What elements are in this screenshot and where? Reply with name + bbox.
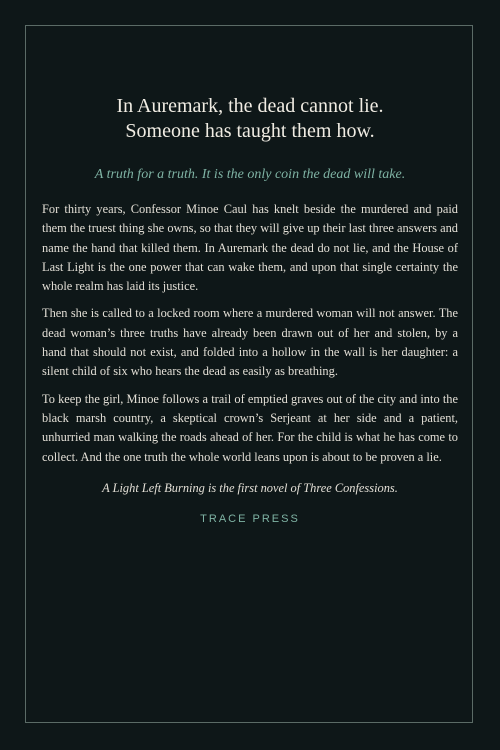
blurb-paragraph-3: To keep the girl, Minoe follows a trail of emptied graves out of the city and into the black marsh country, a skeptical crown’s Serjeant at her side and a patient, unhurried man walking the roads ahead of her. For the child is what he has come to collect. And the one truth the whole world leans upon is about to be proven a lie. bbox=[42, 391, 458, 464]
tagline: A truth for a truth. It is the only coin the dead will take. bbox=[94, 167, 406, 182]
blurb-paragraph-2: Then she is called to a locked room where a murdered woman will not answer. The dead woman’s three truths have already been drawn out of her and stolen, by a hand that should not exist, and folded into a hollow in the wall is her daughter: a silent child of six who hears the dead as easily as breathing. bbox=[42, 306, 458, 379]
headline-line-1: In Auremark, the dead cannot lie. bbox=[116, 95, 384, 117]
headline-line-2: Someone has taught them how. bbox=[125, 120, 375, 142]
back-cover-content bbox=[42, 94, 458, 525]
blurb-paragraph-1: For thirty years, Confessor Minoe Caul has knelt beside the murdered and paid them the truest thing she owns, so that they will give up their last three answers and name the hand that killed them. In Auremark the dead do not lie, and the House of Last Light is the one power that can wake them, and upon that single certainty the whole realm has laid its justice. bbox=[42, 202, 458, 294]
series-note: A Light Left Burning is the first novel of Three Confessions. bbox=[102, 480, 398, 495]
publisher-name: TRACE PRESS bbox=[200, 512, 300, 525]
headline bbox=[42, 94, 458, 144]
